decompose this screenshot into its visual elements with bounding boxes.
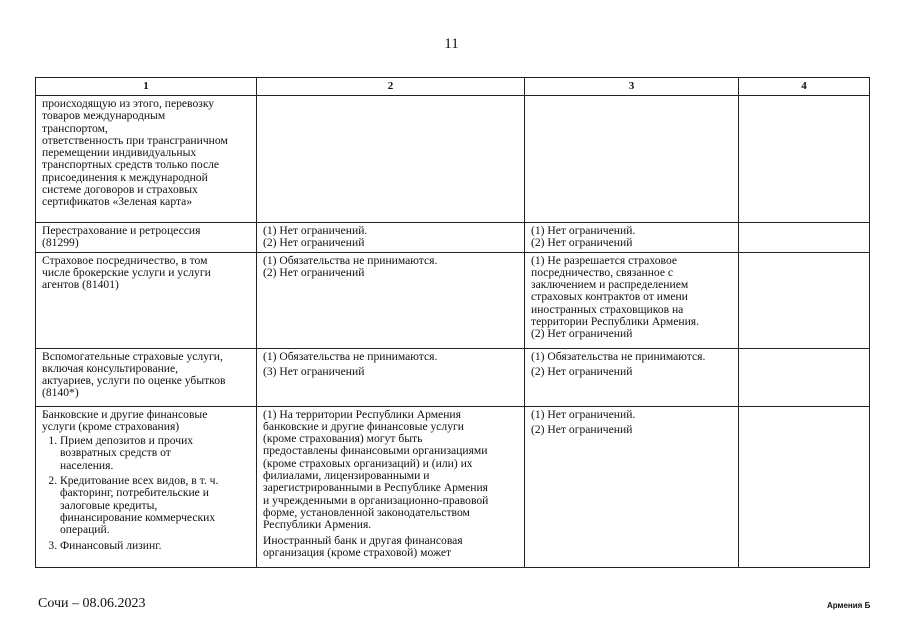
row-1-col-3 [525, 96, 739, 223]
row-2-col-4 [739, 223, 870, 253]
row-5-col-4 [739, 406, 870, 567]
row-3-col-3: (1) Не разрешается страховое посредничество, связанное с заключением и распределением страховых контрактов от имени иностранных страховщиков на территории Республики Армения. (2) Нет ограничений [525, 252, 739, 348]
row-4-col-2: (1) Обязательства не принимаются. (3) Нет ограничений [257, 348, 525, 406]
footer-doc-code: Армения Б [827, 601, 871, 610]
table-row [36, 96, 870, 223]
list-item: 2. Кредитование всех видов, в т. ч. факторинг, потребительские и залоговые кредиты, финансирование коммерческих операций. [60, 475, 250, 536]
row-4-col-3: (1) Обязательства не принимаются. (2) Нет ограничений [525, 348, 739, 406]
row-1-col-1: происходящую из этого, перевозку товаров международным транспортом, ответственность при трансграничном перемещении индивидуальных транспортных средств только после присоединения к международной системе договоров и страховых сертификатов «Зеленая карта» [36, 96, 257, 223]
row-5-col-1: Банковские и другие финансовые услуги (кроме страхования) 1. Прием депозитов и прочих возвратных средств от населения. 2. Кредитование всех видов, в т. ч. факторинг, потребительские и залоговые кредиты, финансирование коммерческих операций. 3. Финансовый лизинг. [36, 406, 257, 567]
row-1-col-4 [739, 96, 870, 223]
row-4-col-4 [739, 348, 870, 406]
header-col-1: 1 [36, 78, 257, 96]
row-2-col-3: (1) Нет ограничений. (2) Нет ограничений [525, 223, 739, 253]
header-col-2: 2 [257, 78, 525, 96]
row-2-col-1: Перестрахование и ретроцессия (81299) [36, 223, 257, 253]
row-5-col-3: (1) Нет ограничений. (2) Нет ограничений [525, 406, 739, 567]
row-5-col-2: (1) На территории Республики Армения банковские и другие финансовые услуги (кроме страхования) могут быть предоставлены финансовыми организациями (кроме страховых организаций) и (или) их филиалами, лицензированными и зарегистрированными в Республике Армения и учрежденными в организационно-правовой форме, установленной законодательством Республики Армения. Иностранный банк и другая финансовая организация (кроме страховой) может [257, 406, 525, 567]
header-col-3: 3 [525, 78, 739, 96]
row-2-col-2: (1) Нет ограничений. (2) Нет ограничений [257, 223, 525, 253]
table-row [36, 223, 870, 253]
row-4-col-1: Вспомогательные страховые услуги, включая консультирование, актуариев, услуги по оценке убытков (8140*) [36, 348, 257, 406]
commitments-table [35, 77, 870, 568]
page-number: 11 [444, 36, 459, 52]
table-row [36, 252, 870, 348]
list-item: 3. Финансовый лизинг. [60, 540, 250, 552]
list-item: 1. Прием депозитов и прочих возвратных средств от населения. [60, 435, 250, 472]
header-col-4: 4 [739, 78, 870, 96]
table-row [36, 348, 870, 406]
table-row [36, 406, 870, 567]
row-3-col-4 [739, 252, 870, 348]
row-1-col-2 [257, 96, 525, 223]
footer-date: Сочи – 08.06.2023 [38, 596, 146, 611]
row-3-col-2: (1) Обязательства не принимаются. (2) Нет ограничений [257, 252, 525, 348]
row-3-col-1: Страховое посредничество, в том числе брокерские услуги и услуги агентов (81401) [36, 252, 257, 348]
banking-services-list [42, 435, 250, 552]
table-header-row [36, 78, 870, 96]
